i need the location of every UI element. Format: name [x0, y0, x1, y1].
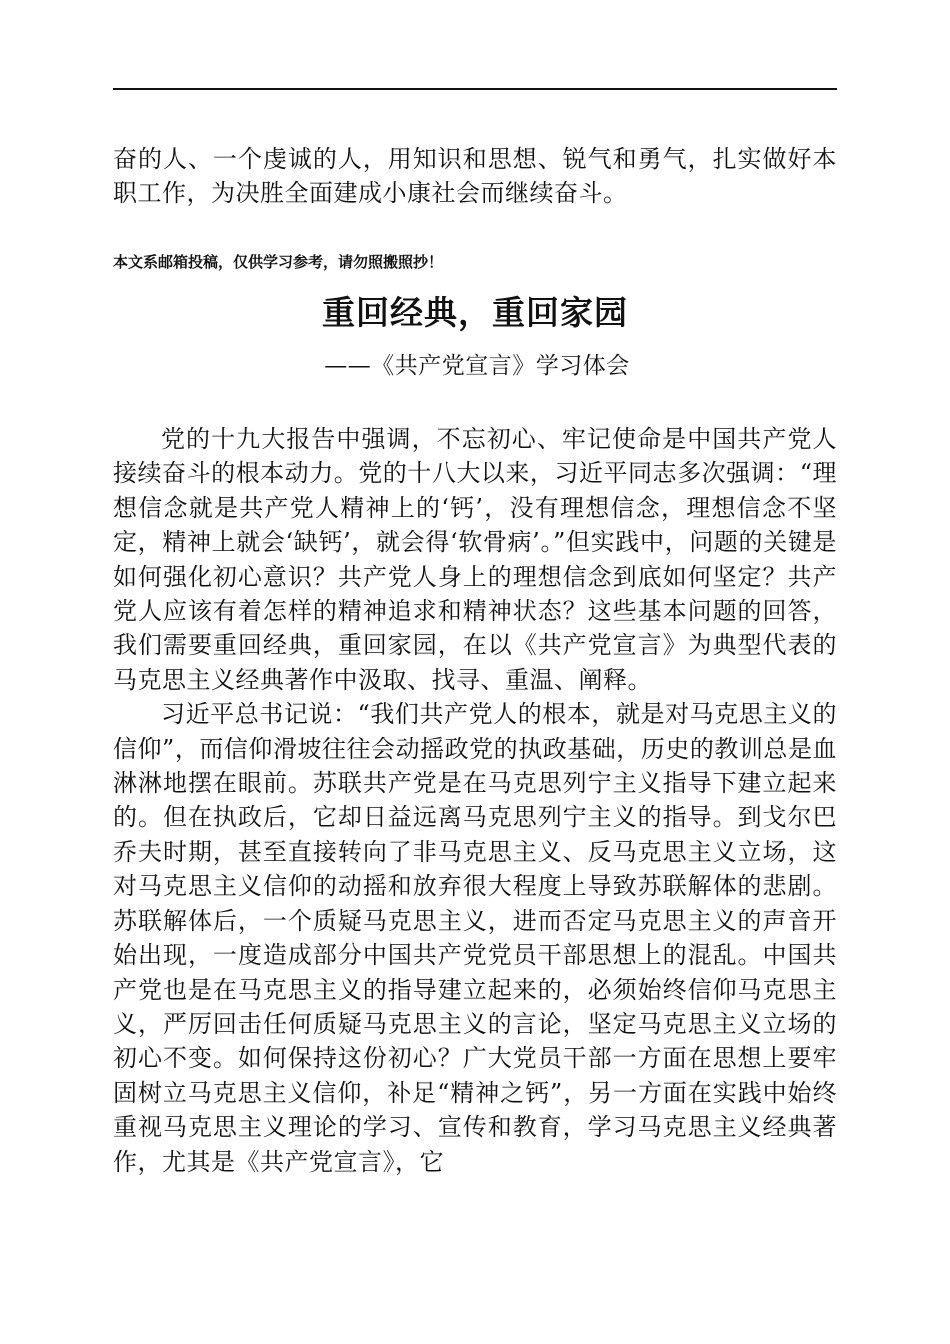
submission-notice: 本文系邮箱投稿，仅供学习参考，请勿照搬照抄！: [113, 253, 444, 271]
carryover-paragraph: 奋的人、一个虔诚的人，用知识和思想、锐气和勇气，扎实做好本职工作，为决胜全面建成小康社会而继续奋斗。: [113, 145, 837, 208]
body-paragraph-1: 党的十九大报告中强调，不忘初心、牢记使命是中国共产党人接续奋斗的根本动力。党的十八大以来，习近平同志多次强调：“理想信念就是共产党人精神上的‘钙’，没有理想信念，理想信念不坚定，精神上就会‘缺钙’，就会得‘软骨病’。”但实践中，问题的关键是如何强化初心意识？共产党人身上的理想信念到底如何坚定？共产党人应该有着怎样的精神追求和精神状态？这些基本问题的回答，我们需要重回经典，重回家园，在以《共产党宣言》为典型代表的马克思主义经典著作中汲取、找寻、重温、阐释。: [113, 425, 837, 694]
article-body: [113, 422, 837, 1179]
header-rule: [113, 88, 837, 90]
article-subtitle: ——《共产党宣言》学习体会: [324, 353, 630, 379]
article-title: 重回经典，重回家园: [322, 293, 628, 332]
body-paragraph-2: 习近平总书记说：“我们共产党人的根本，就是对马克思主义的信仰”，而信仰滑坡往往会动摇政党的执政基础，历史的教训总是血淋淋地摆在眼前。苏联共产党是在马克思列宁主义指导下建立起来的。但在执政后，它却日益远离马克思列宁主义的指导。到戈尔巴乔夫时期，甚至直接转向了非马克思主义、反马克思主义立场，这对马克思主义信仰的动摇和放弃很大程度上导致苏联解体的悲剧。苏联解体后，一个质疑马克思主义，进而否定马克思主义的声音开始出现，一度造成部分中国共产党党员干部思想上的混乱。中国共产党也是在马克思主义的指导建立起来的，必须始终信仰马克思主义，严厉回击任何质疑马克思主义的言论，坚定马克思主义立场的初心不变。如何保持这份初心？广大党员干部一方面在思想上要牢固树立马克思主义信仰，补足“精神之钙”，另一方面在实践中始终重视马克思主义理论的学习、宣传和教育，学习马克思主义经典著作，尤其是《共产党宣言》，它: [113, 700, 837, 1176]
